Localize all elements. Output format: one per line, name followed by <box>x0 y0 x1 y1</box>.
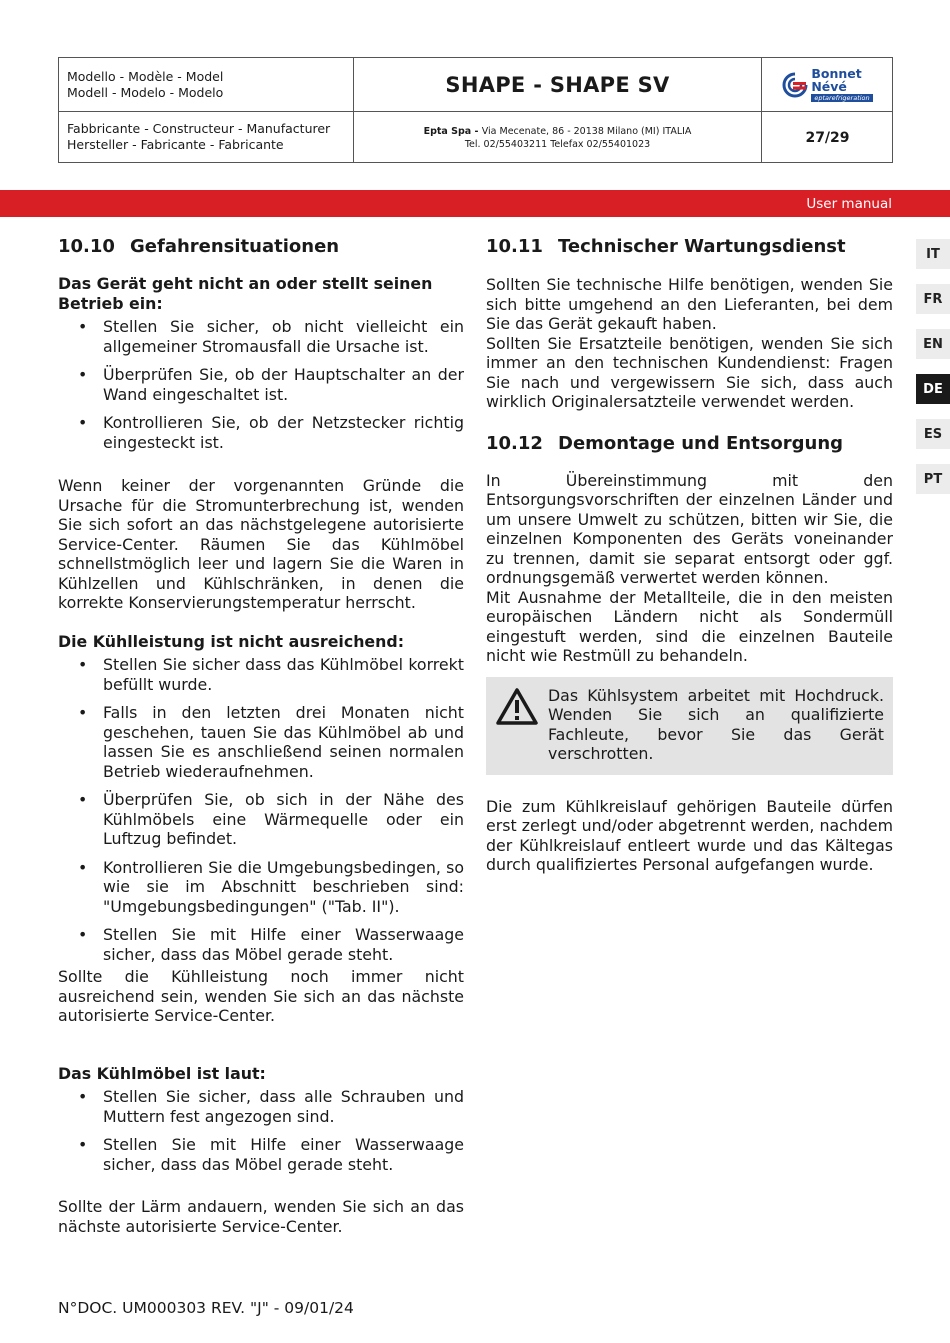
subheading-no-power: Das Gerät geht nicht an oder stellt seinen Betrieb ein: <box>58 274 433 313</box>
warning-triangle-icon <box>495 687 539 727</box>
section-title: Demontage und Entsorgung <box>558 432 844 454</box>
left-column <box>58 236 464 1236</box>
company-name: Epta Spa - <box>423 125 482 137</box>
list-item: • Falls in den letzten drei Monaten nicht geschehen, tauen Sie das Kühlmöbel ab und lassen Sie es anschließend seinen normalen Betrieb wiederaufnehmen. <box>78 703 464 781</box>
checklist-no-power <box>78 317 464 452</box>
manual-banner <box>0 190 950 217</box>
section-title: Technischer Wartungsdienst <box>558 236 846 257</box>
right-column <box>486 236 893 875</box>
model-title: SHAPE - SHAPE SV <box>354 58 762 112</box>
logo-line-2: Névé <box>811 79 847 94</box>
header-table <box>58 57 893 163</box>
paragraph-tech-help: Sollten Sie technische Hilfe benötigen, wenden Sie sich bitte umgehend an den Lieferanten, bei dem Sie das Gerät gekauft haben. <box>486 275 893 333</box>
lang-tab-it[interactable]: IT <box>916 239 950 269</box>
logo-line-3: eptarefrigeration <box>811 94 872 102</box>
company-phone: Tel. 02/55403211 Telefax 02/55401023 <box>464 138 651 150</box>
manufacturer-label-cell <box>59 112 354 163</box>
list-item: • Überprüfen Sie, ob der Hauptschalter an der Wand eingeschaltet ist. <box>78 365 464 404</box>
model-label-cell <box>59 58 354 112</box>
brand-logo <box>762 58 893 112</box>
section-heading-10-12 <box>486 433 893 455</box>
page-number: 27/29 <box>805 129 850 146</box>
paragraph-service-center: Wenn keiner der vorgenannten Gründe die Ursache für die Stromunterbrechung ist, wenden Sie sich sofort an das nächstgelegene autorisierte Service-Center. Räumen Sie das Kühlmöbel schnellstmöglich leer und lagern Sie die Waren in Kühlzellen und Kühlschränken, in denen die korrekte Konservierungstemperatur herrscht. <box>58 476 464 612</box>
lang-tab-en[interactable]: EN <box>916 329 950 359</box>
warning-box <box>486 677 893 775</box>
list-item: • Stellen Sie mit Hilfe einer Wasserwaage sicher, dass das Möbel gerade steht. <box>78 925 464 964</box>
section-title: Gefahrensituationen <box>130 236 340 257</box>
document-number: N°DOC. UM000303 REV. "J" - 09/01/24 <box>58 1299 354 1317</box>
checklist-cooling <box>78 655 464 964</box>
manufacturer-label-line-1: Fabbricante - Constructeur - Manufacturer <box>67 121 331 136</box>
manufacturer-address <box>354 112 762 163</box>
paragraph-refrigerant: Die zum Kühlkreislauf gehörigen Bauteile dürfen erst zerlegt und/oder abgetrennt werden, nachdem der Kühlkreislauf entleert wurde und das Kältegas durch qualifiziertes Personal aufgefangen wurde. <box>486 796 893 874</box>
model-label-line-2: Modell - Modelo - Modelo <box>67 85 224 100</box>
lang-tab-pt[interactable]: PT <box>916 464 950 494</box>
section-heading-10-10 <box>58 236 464 258</box>
manufacturer-label-line-2: Hersteller - Fabricante - Fabricante <box>67 137 284 152</box>
lang-tab-de[interactable]: DE <box>916 374 950 404</box>
subheading-noise: Das Kühlmöbel ist laut: <box>58 1063 266 1083</box>
bonnet-neve-logo-icon <box>782 71 808 99</box>
paragraph-metal-parts: Mit Ausnahme der Metallteile, die in den meisten europäischen Ländern nicht als Sondermüll eingestuft werden, sind die einzelnen Bauteile nicht wie Restmüll zu behandeln. <box>486 587 893 665</box>
list-item: • Stellen Sie mit Hilfe einer Wasserwaage sicher, dass das Möbel gerade steht. <box>78 1135 464 1174</box>
list-item: • Stellen Sie sicher dass das Kühlmöbel korrekt befüllt wurde. <box>78 655 464 694</box>
list-item: • Stellen Sie sicher, dass alle Schrauben und Muttern fest angezogen sind. <box>78 1087 464 1126</box>
section-number: 10.10 <box>58 236 115 257</box>
section-heading-10-11 <box>486 236 893 258</box>
list-item: • Stellen Sie sicher, ob nicht vielleicht ein allgemeiner Stromausfall die Ursache ist. <box>78 317 464 356</box>
subheading-cooling: Die Kühlleistung ist nicht ausreichend: <box>58 631 405 651</box>
paragraph-noise-service: Sollte der Lärm andauern, wenden Sie sich an das nächste autorisierte Service-Center. <box>58 1197 464 1236</box>
paragraph-disposal: In Übereinstimmung mit den Entsorgungsvorschriften der einzelnen Länder und um unsere Umwelt zu schützen, bitten wir Sie, die einzelnen Komponenten des Geräts voneinander zu trennen, damit sie separat entsorgt oder ggf. ordnungsgemäß verwertet werden können. <box>486 470 893 587</box>
section-number: 10.11 <box>486 236 543 257</box>
logo-line-1: Bonnet <box>811 66 862 81</box>
model-label-line-1: Modello - Modèle - Model <box>67 69 224 84</box>
company-address: Via Mecenate, 86 - 20138 Milano (MI) ITALIA <box>481 125 692 137</box>
list-item: • Kontrollieren Sie die Umgebungsbedingen, so wie sie im Abschnitt beschrieben sind: "Umgebungsbedingungen" ("Tab. II"). <box>78 858 464 917</box>
lang-tab-es[interactable]: ES <box>916 419 950 449</box>
section-number: 10.12 <box>486 432 543 454</box>
list-item: • Kontrollieren Sie, ob der Netzstecker richtig eingesteckt ist. <box>78 413 464 452</box>
list-item: • Überprüfen Sie, ob sich in der Nähe des Kühlmöbels eine Wärmequelle oder ein Luftzug befindet. <box>78 790 464 849</box>
warning-text: Das Kühlsystem arbeitet mit Hochdruck. Wenden Sie sich an qualifizierte Fachleute, bevor Sie das Gerät verschrotten. <box>548 685 884 763</box>
paragraph-cooling-service: Sollte die Kühlleistung noch immer nicht ausreichend sein, wenden Sie sich an das nächste autorisierte Service-Center. <box>58 967 464 1025</box>
checklist-noise <box>78 1087 464 1174</box>
paragraph-spare-parts: Sollten Sie Ersatzteile benötigen, wenden Sie sich immer an den technischen Kundendienst: Fragen Sie nach und vergewissern Sie sich, dass auch wirklich Originalersatzteile verwendet werden. <box>486 333 893 411</box>
banner-label: User manual <box>806 196 892 212</box>
lang-tab-fr[interactable]: FR <box>916 284 950 314</box>
